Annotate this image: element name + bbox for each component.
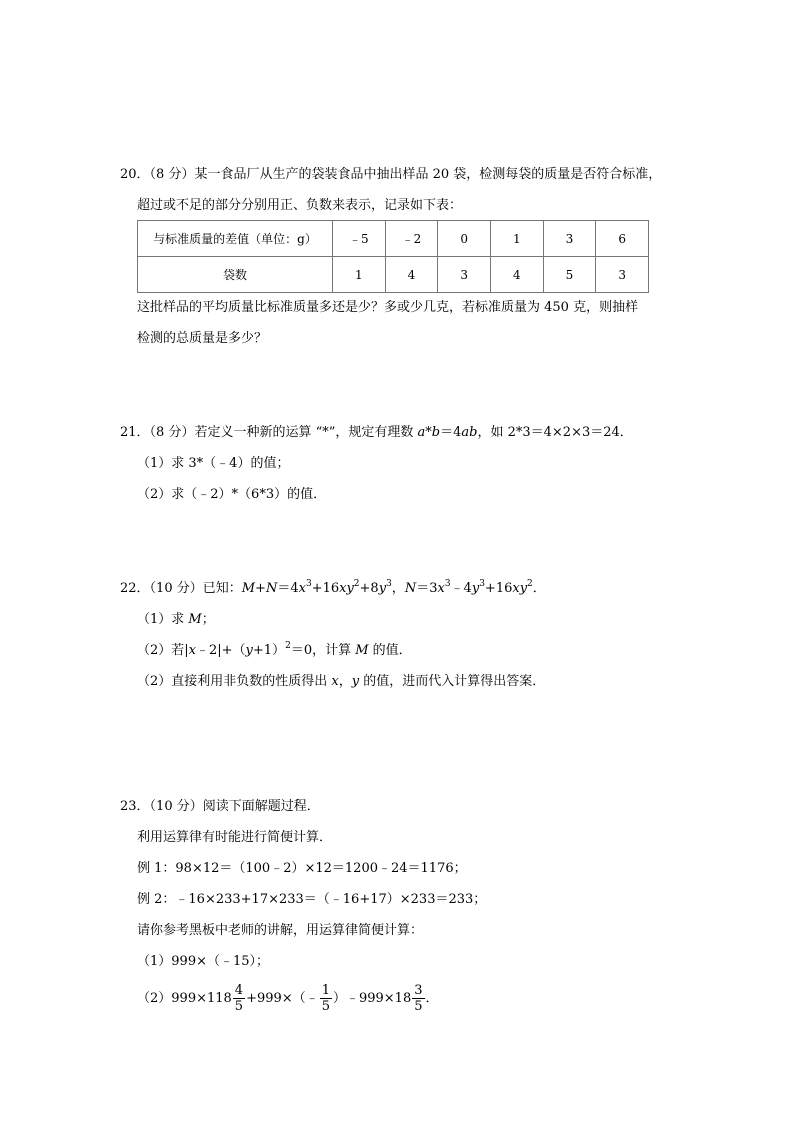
q22-text: +1） <box>252 643 286 658</box>
table-row <box>138 257 649 293</box>
q23-text: ． <box>425 991 439 1006</box>
q20-line3: 这批样品的平均质量比标准质量多还是少？多或少几克，若标准质量为 450 克，则抽样 <box>137 300 639 315</box>
q23-line4: 例 2：﹣16×233+17×233＝（﹣16+17）×233＝233； <box>137 892 487 907</box>
q22-part3 <box>137 674 545 690</box>
q22-var: x <box>188 643 196 658</box>
table-cell: 5 <box>543 257 596 293</box>
q21-var-b: b <box>431 425 441 440</box>
q22-var: y <box>471 581 480 596</box>
q22-var: x <box>331 674 339 689</box>
q22-text: （1）求 <box>137 612 189 627</box>
q22-var: M <box>355 643 369 658</box>
q22-text: 的值，进而代入计算得出答案． <box>359 674 546 689</box>
q22-text: +16 <box>484 581 513 596</box>
q22-var: M <box>241 581 256 596</box>
q22-exp: 3 <box>479 579 485 589</box>
table-cell: 1 <box>490 221 543 257</box>
q22-text: （2）直接利用非负数的性质得出 <box>137 674 332 689</box>
q21-var-ab: ab <box>461 425 478 440</box>
q21-text-a: 21．（8 分）若定义一种新的运算 “*”，规定有理数 <box>120 425 418 440</box>
q20-table <box>137 220 649 293</box>
q22-var: y <box>351 674 360 689</box>
q23-text: ）﹣999×18 <box>332 991 412 1006</box>
q23-text: （2）999×118 <box>137 991 232 1006</box>
table-row <box>138 221 649 257</box>
q23-part1: （1）999×（﹣15）； <box>137 954 270 969</box>
q21-var-a: a <box>417 425 426 440</box>
q23-line2: 利用运算律有时能进行简便计算． <box>137 830 333 845</box>
q22-text: 22．（10 分）已知： <box>120 581 242 596</box>
table-cell: 6 <box>596 221 649 257</box>
q21-line1 <box>120 425 633 441</box>
q21-text-c: ＝4 <box>440 425 462 440</box>
q22-exp: 2 <box>527 579 533 589</box>
fraction <box>320 983 332 1014</box>
q22-part2 <box>137 643 412 659</box>
q22-var: x <box>298 581 306 596</box>
q22-text: ， <box>391 581 405 596</box>
q22-text: ＝3 <box>416 581 438 596</box>
q22-part1 <box>137 612 215 628</box>
q23-part2 <box>137 983 439 1014</box>
table-cell: 4 <box>385 257 438 293</box>
q21-part1: （1）求 3*（﹣4）的值； <box>137 456 290 471</box>
q22-text: ， <box>338 674 352 689</box>
q21-part2: （2）求（﹣2）*（6*3）的值． <box>137 487 327 502</box>
table-cell: 3 <box>596 257 649 293</box>
q22-var: N <box>265 581 278 596</box>
q22-exp: 3 <box>305 579 312 589</box>
fraction <box>233 983 245 1014</box>
table-cell: 3 <box>543 221 596 257</box>
q22-text: + <box>255 581 266 596</box>
fraction-numerator: 4 <box>234 983 244 998</box>
q22-exp: 3 <box>386 579 392 589</box>
table-cell: 与标准质量的差值（单位：g） <box>138 221 333 257</box>
q23-line5: 请你参考黑板中老师的讲解，用运算律简便计算： <box>137 923 424 938</box>
fraction <box>412 983 424 1014</box>
q23-line3: 例 1：98×12＝（100﹣2）×12＝1200﹣24＝1176； <box>137 861 467 876</box>
q22-exp: 2 <box>285 641 291 651</box>
table-cell: ﹣2 <box>385 221 438 257</box>
q20-line4: 检测的总质量是多少？ <box>137 331 268 346</box>
q23-text: +999×（﹣ <box>246 991 319 1006</box>
q22-text: +8 <box>359 581 379 596</box>
q21-text-d: ，如 2*3＝4×2×3＝24． <box>477 425 633 440</box>
table-cell: ﹣5 <box>333 221 386 257</box>
q22-var: M <box>188 612 202 627</box>
q22-text: +16 <box>311 581 340 596</box>
q22-exp: 2 <box>353 579 360 589</box>
q22-var: y <box>245 643 253 658</box>
q22-var: y <box>378 581 387 596</box>
q22-var: N <box>404 581 417 596</box>
table-cell: 3 <box>438 257 491 293</box>
fraction-denominator: 5 <box>234 999 244 1014</box>
table-cell: 0 <box>438 221 491 257</box>
q22-line1 <box>120 581 546 597</box>
q22-text: ﹣4 <box>450 581 472 596</box>
q20-line2: 超过或不足的部分分别用正、负数来表示，记录如下表： <box>137 198 463 213</box>
table-cell: 袋数 <box>138 257 333 293</box>
fraction-numerator: 1 <box>321 983 330 998</box>
q22-text: （2）若| <box>137 643 189 658</box>
q22-text: ； <box>201 612 215 627</box>
q22-text: ＝4 <box>277 581 299 596</box>
q22-exp: 3 <box>444 579 451 589</box>
q22-var: x <box>437 581 445 596</box>
table-cell: 1 <box>333 257 386 293</box>
q20-line1: 20．（8 分）某一食品厂从生产的袋装食品中抽出样品 20 袋，检测每袋的质量是否符合标准， <box>120 167 662 182</box>
q23-line1: 23．（10 分）阅读下面解题过程． <box>120 799 320 814</box>
q22-text: ＝0，计算 <box>290 643 356 658</box>
fraction-denominator: 5 <box>321 999 330 1014</box>
q22-text: ． <box>532 581 546 596</box>
table-cell: 4 <box>490 257 543 293</box>
fraction-denominator: 5 <box>414 999 423 1014</box>
q22-var: xy <box>512 581 528 596</box>
q22-var: xy <box>339 581 354 596</box>
fraction-numerator: 3 <box>414 983 423 998</box>
q21-text-b: * <box>425 425 432 440</box>
q22-text: 的值． <box>368 643 412 658</box>
q22-text: ﹣2|+（ <box>196 643 246 658</box>
